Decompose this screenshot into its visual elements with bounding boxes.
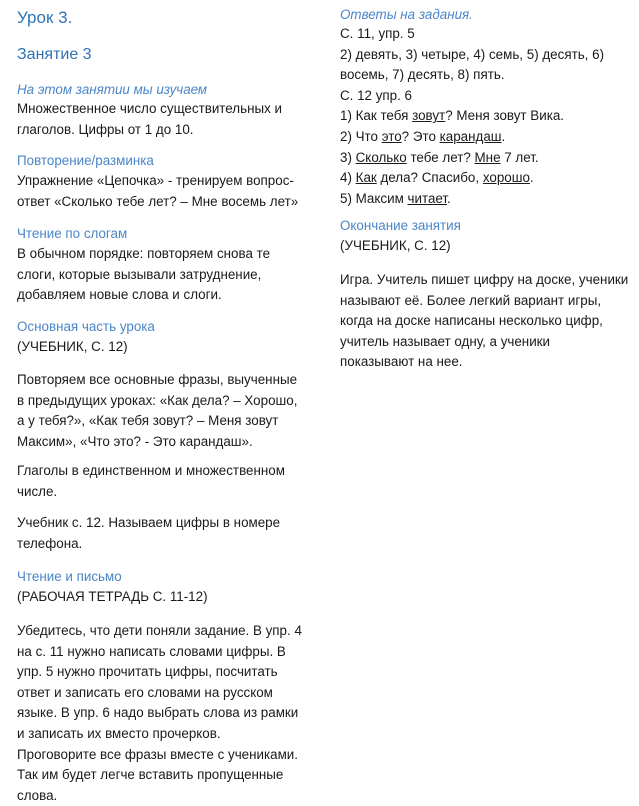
syllables-text — [17, 244, 270, 306]
warmup-text — [17, 171, 298, 212]
ending-heading: Окончание занятия — [340, 218, 461, 233]
main-part-text-3 — [17, 513, 280, 554]
text-line: слова. — [17, 787, 58, 803]
syllables-heading: Чтение по слогам — [17, 226, 128, 241]
warmup-heading: Повторение/разминка — [17, 153, 154, 168]
reading-writing-ref — [17, 587, 208, 608]
learn-heading: На этом занятии мы изучаем — [17, 82, 208, 97]
text-line: Проговорите все фразы вместе с учениками. — [17, 746, 298, 762]
main-part-heading: Основная часть урока — [17, 319, 155, 334]
underlined-word: зовут — [412, 108, 446, 124]
text-line: восемь, 7) десять, 8) пять. — [340, 67, 505, 83]
underlined-word: карандаш — [439, 128, 502, 144]
text-line: В обычном порядке: повторяем снова те — [17, 246, 271, 261]
text-line: и записать их вместо прочерков. — [17, 725, 221, 741]
answers-text — [340, 24, 604, 209]
text-line: на с. 11 нужно написать словами цифры. В — [17, 643, 286, 659]
underlined-word: Мне — [474, 149, 501, 165]
text-line: показывают на нее. — [340, 354, 463, 370]
text-line: ответ и записать его словами на русском — [17, 684, 273, 700]
text-line: телефона. — [17, 535, 83, 551]
text-line: Игра. Учитель пишет цифру на доске, ученики — [340, 272, 629, 287]
answer-line-4: 4) Как дела? Спасибо, хорошо. — [340, 170, 534, 186]
text-line: а у тебя?», «Как тебя зовут? – Меня зовут — [17, 413, 279, 429]
text-line: (УЧЕБНИК, С. 12) — [17, 339, 128, 354]
text-line: языке. В упр. 6 надо выбрать слова из рамки — [17, 705, 299, 721]
underlined-word: это — [381, 128, 402, 144]
text-line: С. 11, упр. 5 — [340, 26, 415, 41]
underlined-word: Как — [355, 170, 377, 186]
answer-line-5: 5) Максим читает. — [340, 190, 451, 206]
text-line: слоги, которые вызывали затруднение, — [17, 266, 262, 282]
text-line: в предыдущих уроках: «Как дела? – Хорошо, — [17, 392, 298, 408]
text-line: С. 12 упр. 6 — [340, 87, 413, 103]
answer-line-2: 2) Что это? Это карандаш. — [340, 128, 506, 144]
text-line: (РАБОЧАЯ ТЕТРАДЬ С. 11-12) — [17, 589, 208, 604]
text-line: глаголов. Цифры от 1 до 10. — [17, 121, 194, 137]
text-line: Упражнение «Цепочка» - тренируем вопрос- — [17, 173, 294, 188]
text-line: Так им будет легче вставить пропущенные — [17, 767, 284, 783]
text-line: когда на доске написаны несколько цифр, — [340, 313, 603, 329]
main-part-text-1 — [17, 370, 297, 452]
text-line: (УЧЕБНИК, С. 12) — [340, 238, 451, 253]
text-line: Учебник с. 12. Называем цифры в номере — [17, 515, 281, 530]
answer-line-3: 3) Сколько тебе лет? Мне 7 лет. — [340, 149, 539, 165]
lesson-title: Урок 3. — [17, 8, 73, 27]
session-heading: Занятие 3 — [17, 46, 92, 63]
text-line: ответ «Сколько тебе лет? – Мне восемь лет» — [17, 193, 299, 209]
answer-line-1: 1) Как тебя зовут? Меня зовут Вика. — [340, 108, 565, 124]
text-line: 2) девять, 3) четыре, 4) семь, 5) десять, 6) — [340, 46, 605, 62]
text-line: Максим», «Что это? - Это карандаш». — [17, 433, 253, 449]
underlined-word: читает — [407, 190, 448, 206]
text-line: добавляем новые слова и слоги. — [17, 287, 222, 303]
learn-text — [17, 99, 282, 140]
underlined-word: хорошо — [482, 170, 530, 186]
reading-writing-text — [17, 621, 302, 806]
text-line: называют её. Более легкий вариант игры, — [340, 292, 602, 308]
text-line: Глаголы в единственном и множественном — [17, 463, 285, 478]
main-part-ref — [17, 337, 128, 358]
ending-ref — [340, 236, 451, 257]
answers-heading: Ответы на задания. — [340, 7, 473, 22]
text-line: упр. 5 нужно прочитать цифры, посчитать — [17, 664, 278, 680]
reading-writing-heading: Чтение и письмо — [17, 569, 122, 584]
underlined-word: Сколько — [355, 149, 407, 165]
text-line: Убедитесь, что дети поняли задание. В упр. 4 — [17, 623, 302, 638]
game-text — [340, 270, 628, 373]
main-part-text-2 — [17, 461, 285, 502]
text-line: Повторяем все основные фразы, выученные — [17, 372, 298, 387]
text-line: учитель называет одну, а ученики — [340, 333, 551, 349]
text-line: числе. — [17, 483, 58, 499]
text-line: Множественное число существительных и — [17, 101, 282, 116]
